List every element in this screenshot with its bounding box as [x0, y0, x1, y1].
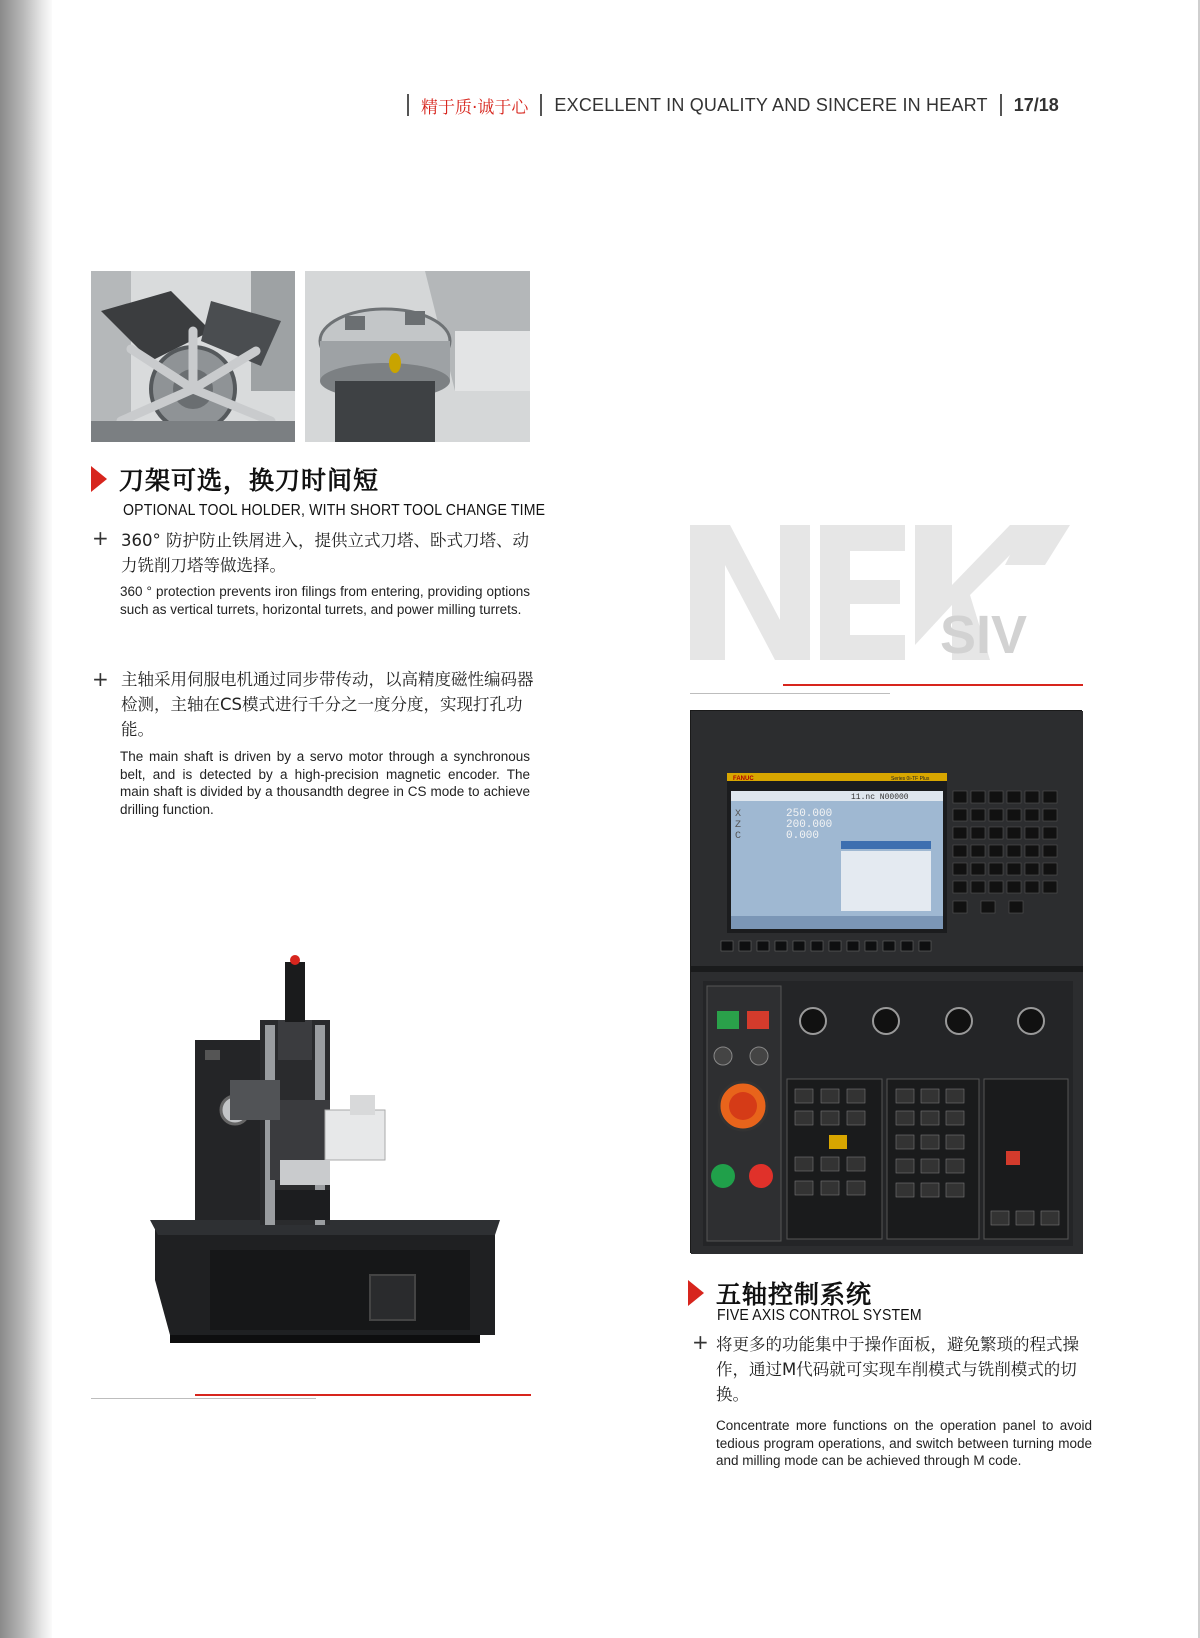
header-divider [407, 94, 409, 116]
section-control-title-cn: 五轴控制系统 [716, 1280, 873, 1309]
section-tool-heading [91, 461, 379, 497]
section-tool-title-en: OPTIONAL TOOL HOLDER, WITH SHORT TOOL CHANGE TIME [123, 502, 546, 519]
tool-point2-cn: 主轴采用伺服电机通过同步带传动，以高精度磁性编码器检测，主轴在CS模式进行千分之一度分度，实现打孔功能。 [121, 670, 534, 739]
plus-icon: + [92, 526, 109, 550]
screen-axis-x: X [735, 809, 742, 820]
section-tool-title-cn: 刀架可选，换刀时间短 [119, 466, 380, 495]
section-control-title-en: FIVE AXIS CONTROL SYSTEM [717, 1307, 922, 1324]
screen-axis-c: C [735, 831, 742, 842]
plus-icon: + [92, 667, 109, 691]
panel-maker: FANUC [733, 776, 754, 782]
header-slogan-cn: 精于质·诚于心 [421, 97, 529, 118]
divider-red [195, 1394, 531, 1396]
logo-watermark [690, 525, 1070, 665]
header-divider [540, 94, 542, 116]
nek-siv-logo [690, 525, 1070, 665]
control-point-en: Concentrate more functions on the operation panel to avoid tedious program operations, and switch between turning mode and milling mode can be achieved through M code. [716, 1418, 1092, 1468]
tool-point1-cn: 360° 防护防止铁屑进入，提供立式刀塔、卧式刀塔、动力铣削刀塔等做选择。 [121, 531, 529, 575]
lathe-machine-image [150, 950, 510, 1350]
screen-axis-z: Z [735, 820, 742, 831]
screen-program: 11.nc N00000 [851, 793, 909, 802]
header-slogan-en: EXCELLENT IN QUALITY AND SINCERE IN HEART [554, 94, 988, 115]
machine-illustration [150, 950, 510, 1350]
cnc-control-panel-image [690, 710, 1082, 1253]
chevron-right-icon [688, 1280, 704, 1306]
control-point-cn: 将更多的功能集中于操作面板，避免繁琐的程式操作，通过M代码就可实现车削模式与铣削模式的切换。 [716, 1335, 1079, 1404]
page-number: 17/18 [1013, 94, 1059, 115]
section-control-heading [688, 1275, 872, 1311]
panel-series: Series 0i-TF Plus [891, 776, 930, 782]
chuck-illustration [305, 271, 530, 442]
screen-x-value: 250.000 [786, 808, 833, 820]
divider-grey [690, 693, 890, 694]
logo-model-text: SIV [940, 605, 1028, 665]
chuck-photo [305, 271, 530, 442]
chevron-right-icon [91, 466, 107, 492]
divider-grey [91, 1398, 316, 1399]
plus-icon: + [692, 1330, 709, 1354]
page-spine-shadow [0, 0, 52, 1638]
turret-photo [91, 271, 295, 442]
control-panel-illustration [691, 711, 1083, 1254]
tool-point2-en: The main shaft is driven by a servo motor through a synchronous belt, and is detected by a high-precision magnetic encoder. The main shaft is divided by a thousandth degree in CS mode to achieve drilling function. [120, 749, 530, 817]
screen-z-value: 200.000 [786, 819, 833, 831]
header-divider [1000, 94, 1002, 116]
page-header [395, 92, 1059, 118]
turret-illustration [91, 271, 295, 442]
screen-c-value: 0.000 [786, 830, 820, 842]
divider-red [783, 684, 1083, 686]
tool-point1-en: 360 ° protection prevents iron filings from entering, providing options such as vertical turrets, horizontal turrets, and power milling turrets. [120, 584, 530, 617]
